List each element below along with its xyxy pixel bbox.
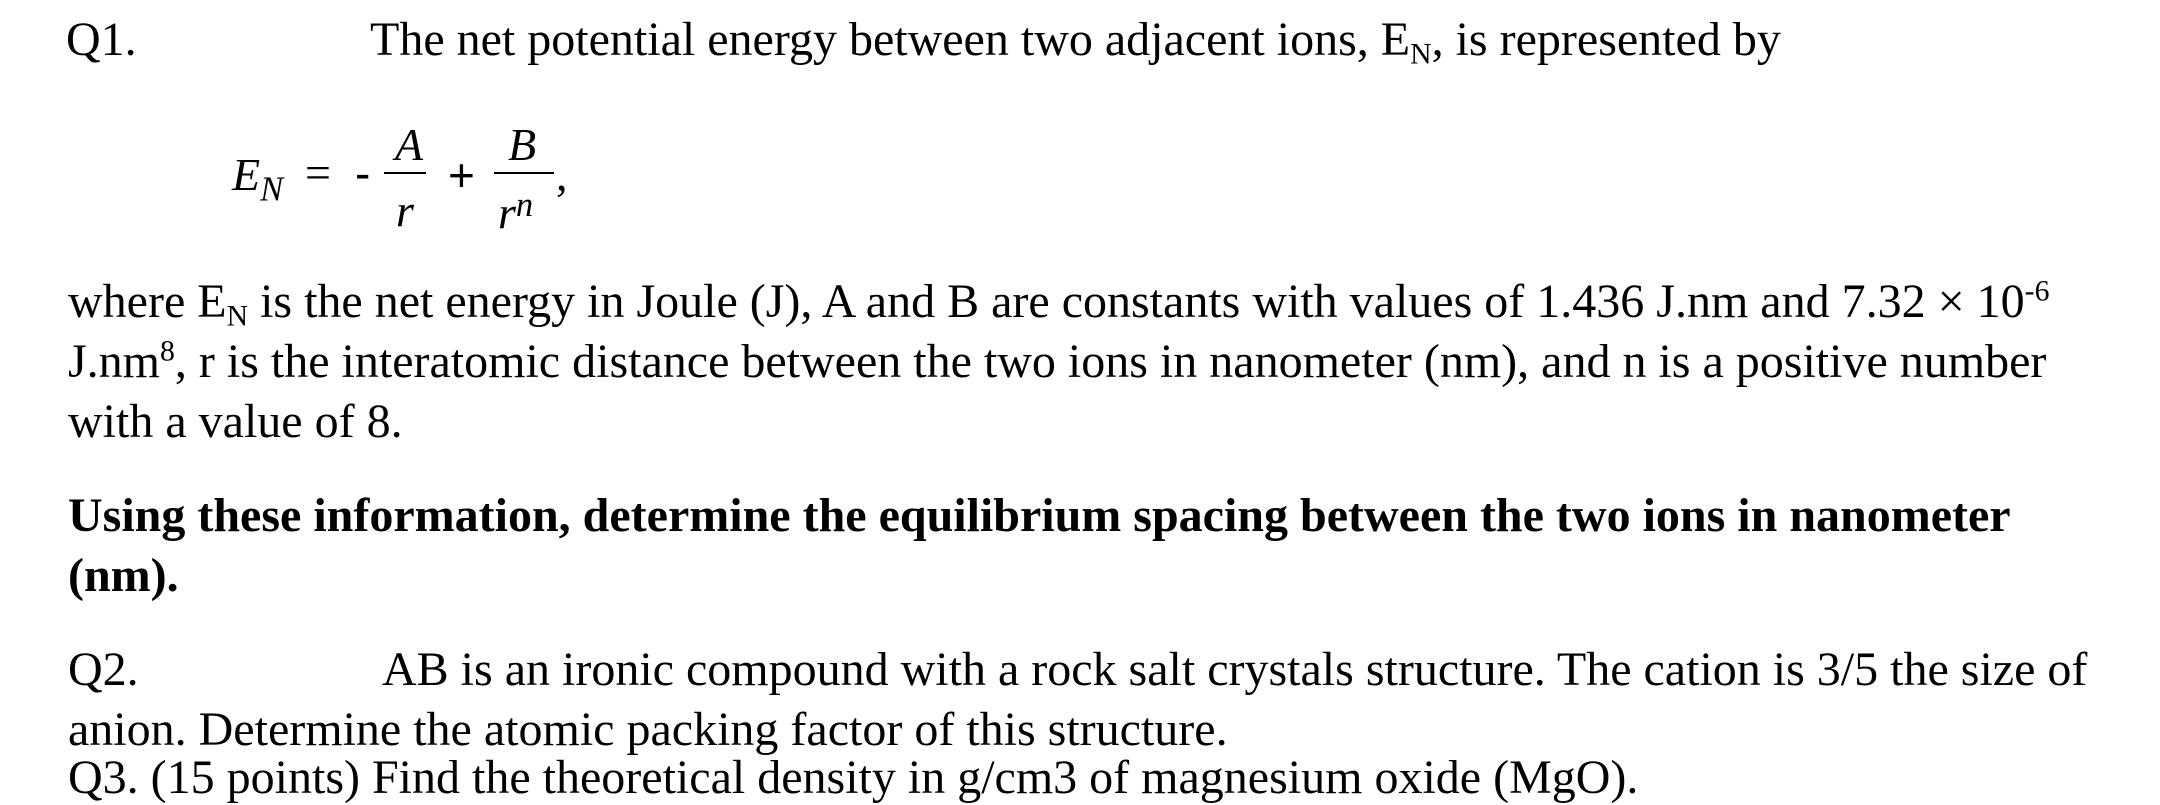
eq-minus: - — [355, 147, 371, 199]
q1-intro: The net potential energy between two adjacent ions, $E_N$, is represented by — [370, 13, 1781, 71]
q1-question-line-2: (nm). — [68, 549, 179, 602]
eq-num1: A — [395, 119, 424, 170]
eq-fraction-bar-1 — [384, 172, 426, 174]
eq-equals: = — [305, 147, 331, 198]
eq-lhs: $E_N$ — [232, 149, 284, 209]
q1-para-line-1: where $E_N$ is the net energy in Joule (J), A and B are constants with values of 1.436 J.nm and $7.32 \times 10^{-6}$ — [68, 274, 2050, 333]
q1-para-line-3: with a value of 8. — [68, 395, 403, 448]
eq-plus: + — [448, 149, 475, 201]
q2-text-line-1: AB is an ironic compound with a rock salt crystals structure. The cation is 3/5 the size of — [382, 643, 2088, 696]
q1-question-line-1: Using these information, determine the equilibrium spacing between the two ions in nanometer — [68, 489, 2011, 542]
q2-label: Q2. — [68, 643, 139, 696]
q1-para-line-2: $J.nm^8$, r is the interatomic distance between the two ions in nanometer (nm), and n is a positive number — [68, 334, 2047, 388]
eq-comma: , — [556, 149, 568, 200]
eq-num2: B — [508, 119, 537, 170]
q1-label: Q1. — [66, 13, 137, 66]
eq-fraction-bar-2 — [494, 172, 554, 174]
eq-den2: $r^n$ — [498, 186, 534, 239]
eq-den1: r — [396, 185, 414, 236]
q1-equation — [0, 0, 2160, 240]
q3-partial-line: Q3. (15 points) Find the theoretical density in g/cm3 of magnesium oxide (MgO). — [68, 751, 1639, 804]
q2-text-line-2: anion. Determine the atomic packing factor of this structure. — [68, 703, 1228, 756]
